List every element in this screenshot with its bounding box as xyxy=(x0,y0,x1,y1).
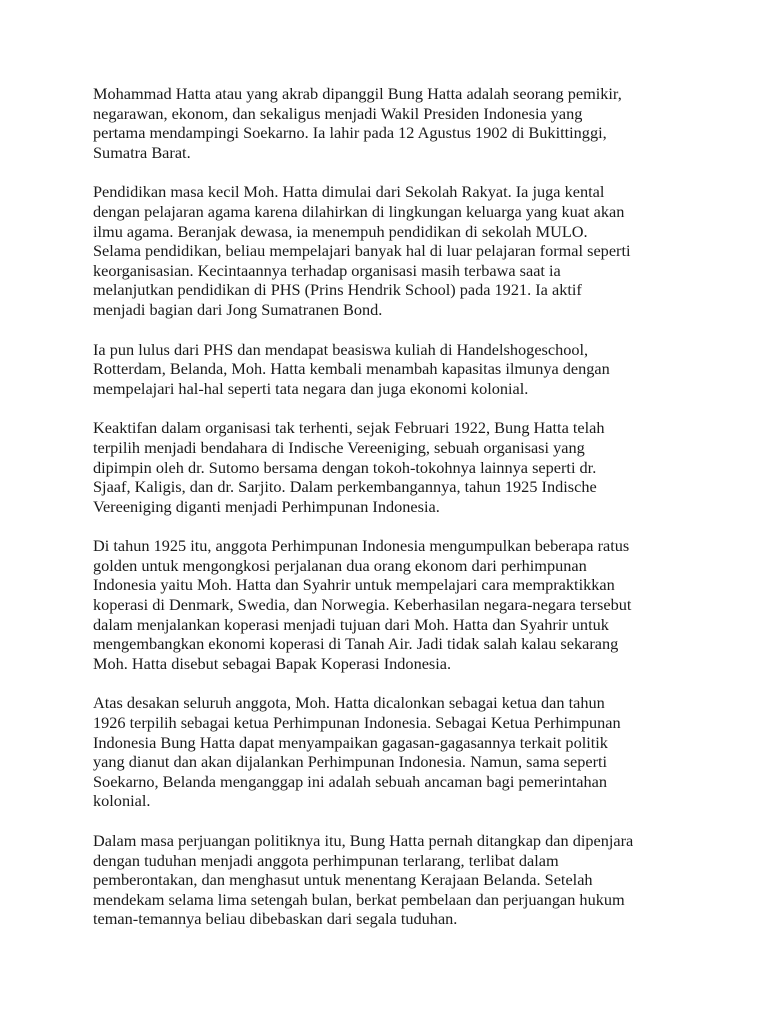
paragraph-intro: Mohammad Hatta atau yang akrab dipanggil Bung Hatta adalah seorang pemikir, negarawan, ekonom, dan sekaligus menjadi Wakil Presiden Indonesia yang pertama mendampingi Soekarno. Ia lahir pada 12 Agustus 1902 di Bukittinggi, Sumatra Barat. xyxy=(93,84,622,162)
paragraph-rotterdam: Ia pun lulus dari PHS dan mendapat beasiswa kuliah di Handelshogeschool, Rotterdam, Belanda, Moh. Hatta kembali menambah kapasitas ilmunya dengan mempelajari hal-hal seperti tata negara dan juga ekonomi kolonial. xyxy=(93,339,610,398)
paragraph-penjara: Dalam masa perjuangan politiknya itu, Bung Hatta pernah ditangkap dan dipenjara dengan tuduhan menjadi anggota perhimpunan terlarang, terlibat dalam pemberontakan, dan menghasut untuk menentang Kerajaan Belanda. Setelah mendekam selama lima setengah bulan, berkat pembelaan dan perjuangan hukum teman-temannya beliau dibebaskan dari segala tuduhan. xyxy=(93,831,634,929)
paragraph-indische-vereeniging: Keaktifan dalam organisasi tak terhenti, sejak Februari 1922, Bung Hatta telah terpilih menjadi bendahara di Indische Vereeniging, sebuah organisasi yang dipimpin oleh dr. Sutomo bersama dengan tokoh-tokohnya lainnya seperti dr. Sjaaf, Kaligis, dan dr. Sarjito. Dalam perkembangannya, tahun 1925 Indische Vereeniging diganti menjadi Perhimpunan Indonesia. xyxy=(93,418,605,516)
paragraph-ketua: Atas desakan seluruh anggota, Moh. Hatta dicalonkan sebagai ketua dan tahun 1926 terpilih sebagai ketua Perhimpunan Indonesia. Sebagai Ketua Perhimpunan Indonesia Bung Hatta dapat menyampaikan gagasan-gagasannya terkait politik yang dianut dan akan dijalankan Perhimpunan Indonesia. Namun, sama seperti Soekarno, Belanda menganggap ini adalah sebuah ancaman bagi pemerintahan kolonial. xyxy=(93,693,621,811)
paragraph-education: Pendidikan masa kecil Moh. Hatta dimulai dari Sekolah Rakyat. Ia juga kental dengan pelajaran agama karena dilahirkan di lingkungan keluarga yang kuat akan ilmu agama. Beranjak dewasa, ia menempuh pendidikan di sekolah MULO. Selama pendidikan, beliau mempelajari banyak hal di luar pelajaran formal seperti keorganisasian. Kecintaannya terhadap organisasi masih terbawa saat ia melanjutkan pendidikan di PHS (Prins Hendrik School) pada 1921. Ia aktif menjadi bagian dari Jong Sumatranen Bond. xyxy=(93,182,631,319)
paragraph-koperasi: Di tahun 1925 itu, anggota Perhimpunan Indonesia mengumpulkan beberapa ratus golden untuk mengongkosi perjalanan dua orang ekonom dari perhimpunan Indonesia yaitu Moh. Hatta dan Syahrir untuk mempelajari cara mempraktikkan koperasi di Denmark, Swedia, dan Norwegia. Keberhasilan negara-negara tersebut dalam menjalankan koperasi menjadi tujuan dari Moh. Hatta dan Syahrir untuk mengembangkan ekonomi koperasi di Tanah Air. Jadi tidak salah kalau sekarang Moh. Hatta disebut sebagai Bapak Koperasi Indonesia. xyxy=(93,536,632,673)
document-page xyxy=(93,84,733,949)
